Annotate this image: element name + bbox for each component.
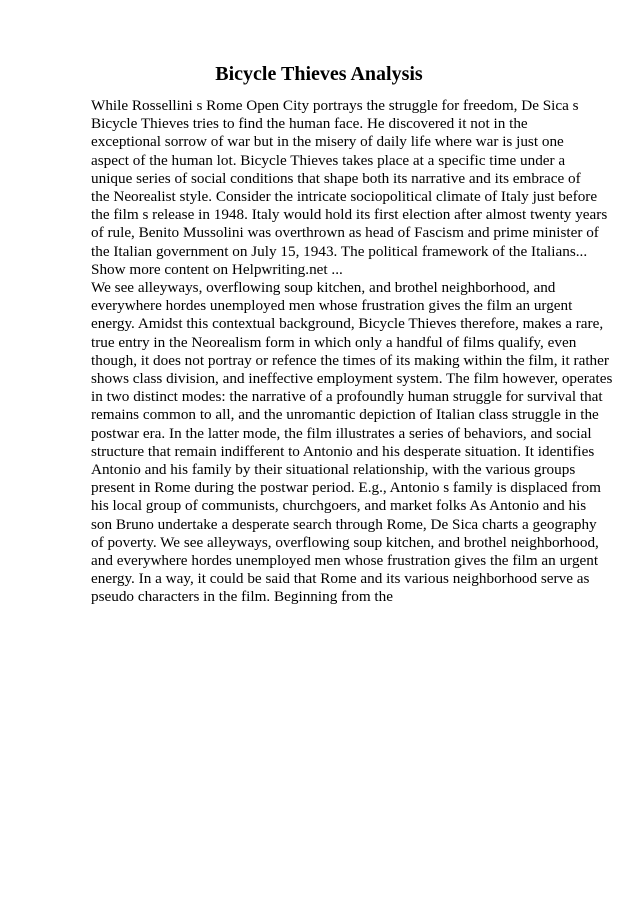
body-line: pseudo characters in the film. Beginning from the <box>91 588 393 606</box>
body-line: of poverty. We see alleyways, overflowing soup kitchen, and brothel neighborhood, <box>91 533 599 551</box>
body-line: in two distinct modes: the narrative of a profoundly human struggle for survival that <box>91 388 603 406</box>
body-line: true entry in the Neorealism form in which only a handful of films qualify, even <box>91 333 577 351</box>
body-line: the Italian government on July 15, 1943. The political framework of the Italians... <box>91 242 588 260</box>
body-line: his local group of communists, churchgoers, and market folks As Antonio and his <box>91 497 587 515</box>
body-line: shows class division, and ineffective employment system. The film however, operates <box>91 370 613 388</box>
body-line: While Rossellini s Rome Open City portrays the struggle for freedom, De Sica s <box>91 97 579 114</box>
body-line: postwar era. In the latter mode, the film illustrates a series of behaviors, and social <box>91 424 592 442</box>
body-line: Bicycle Thieves tries to find the human face. He discovered it not in the <box>91 115 528 133</box>
body-line: energy. Amidst this contextual background, Bicycle Thieves therefore, makes a rare, <box>91 315 604 333</box>
body-line: though, it does not portray or refence the times of its making within the film, it rather <box>91 351 609 369</box>
body-line: exceptional sorrow of war but in the misery of daily life where war is just one <box>91 133 564 151</box>
body-line: everywhere hordes unemployed men whose frustration gives the film an urgent <box>91 297 573 315</box>
body-line: Antonio and his family by their situational relationship, with the various groups <box>91 461 576 479</box>
body-line: and everywhere hordes unemployed men whose frustration gives the film an urgent <box>91 552 599 570</box>
body-line: present in Rome during the postwar period. E.g., Antonio s family is displaced from <box>91 479 601 497</box>
document-body <box>91 97 611 607</box>
body-line: aspect of the human lot. Bicycle Thieves takes place at a specific time under a <box>91 151 566 169</box>
body-line: remains common to all, and the unromantic depiction of Italian class struggle in the <box>91 406 599 424</box>
body-line: the Neorealist style. Consider the intricate sociopolitical climate of Italy just before <box>91 188 598 206</box>
body-line: unique series of social conditions that shape both its narrative and its embrace of <box>91 169 581 187</box>
body-line: Show more content on Helpwriting.net ... <box>91 260 343 278</box>
body-line: the film s release in 1948. Italy would hold its first election after almost twenty years <box>91 206 608 224</box>
body-line: son Bruno undertake a desperate search through Rome, De Sica charts a geography <box>91 515 597 533</box>
body-line: We see alleyways, overflowing soup kitchen, and brothel neighborhood, and <box>91 279 556 297</box>
body-line: energy. In a way, it could be said that Rome and its various neighborhood serve as <box>91 570 590 588</box>
document-title: Bicycle Thieves Analysis <box>215 63 423 85</box>
body-line: structure that remain indifferent to Antonio and his desperate situation. It identifies <box>91 442 595 460</box>
body-line: of rule, Benito Mussolini was overthrown as head of Fascism and prime minister of <box>91 224 599 242</box>
